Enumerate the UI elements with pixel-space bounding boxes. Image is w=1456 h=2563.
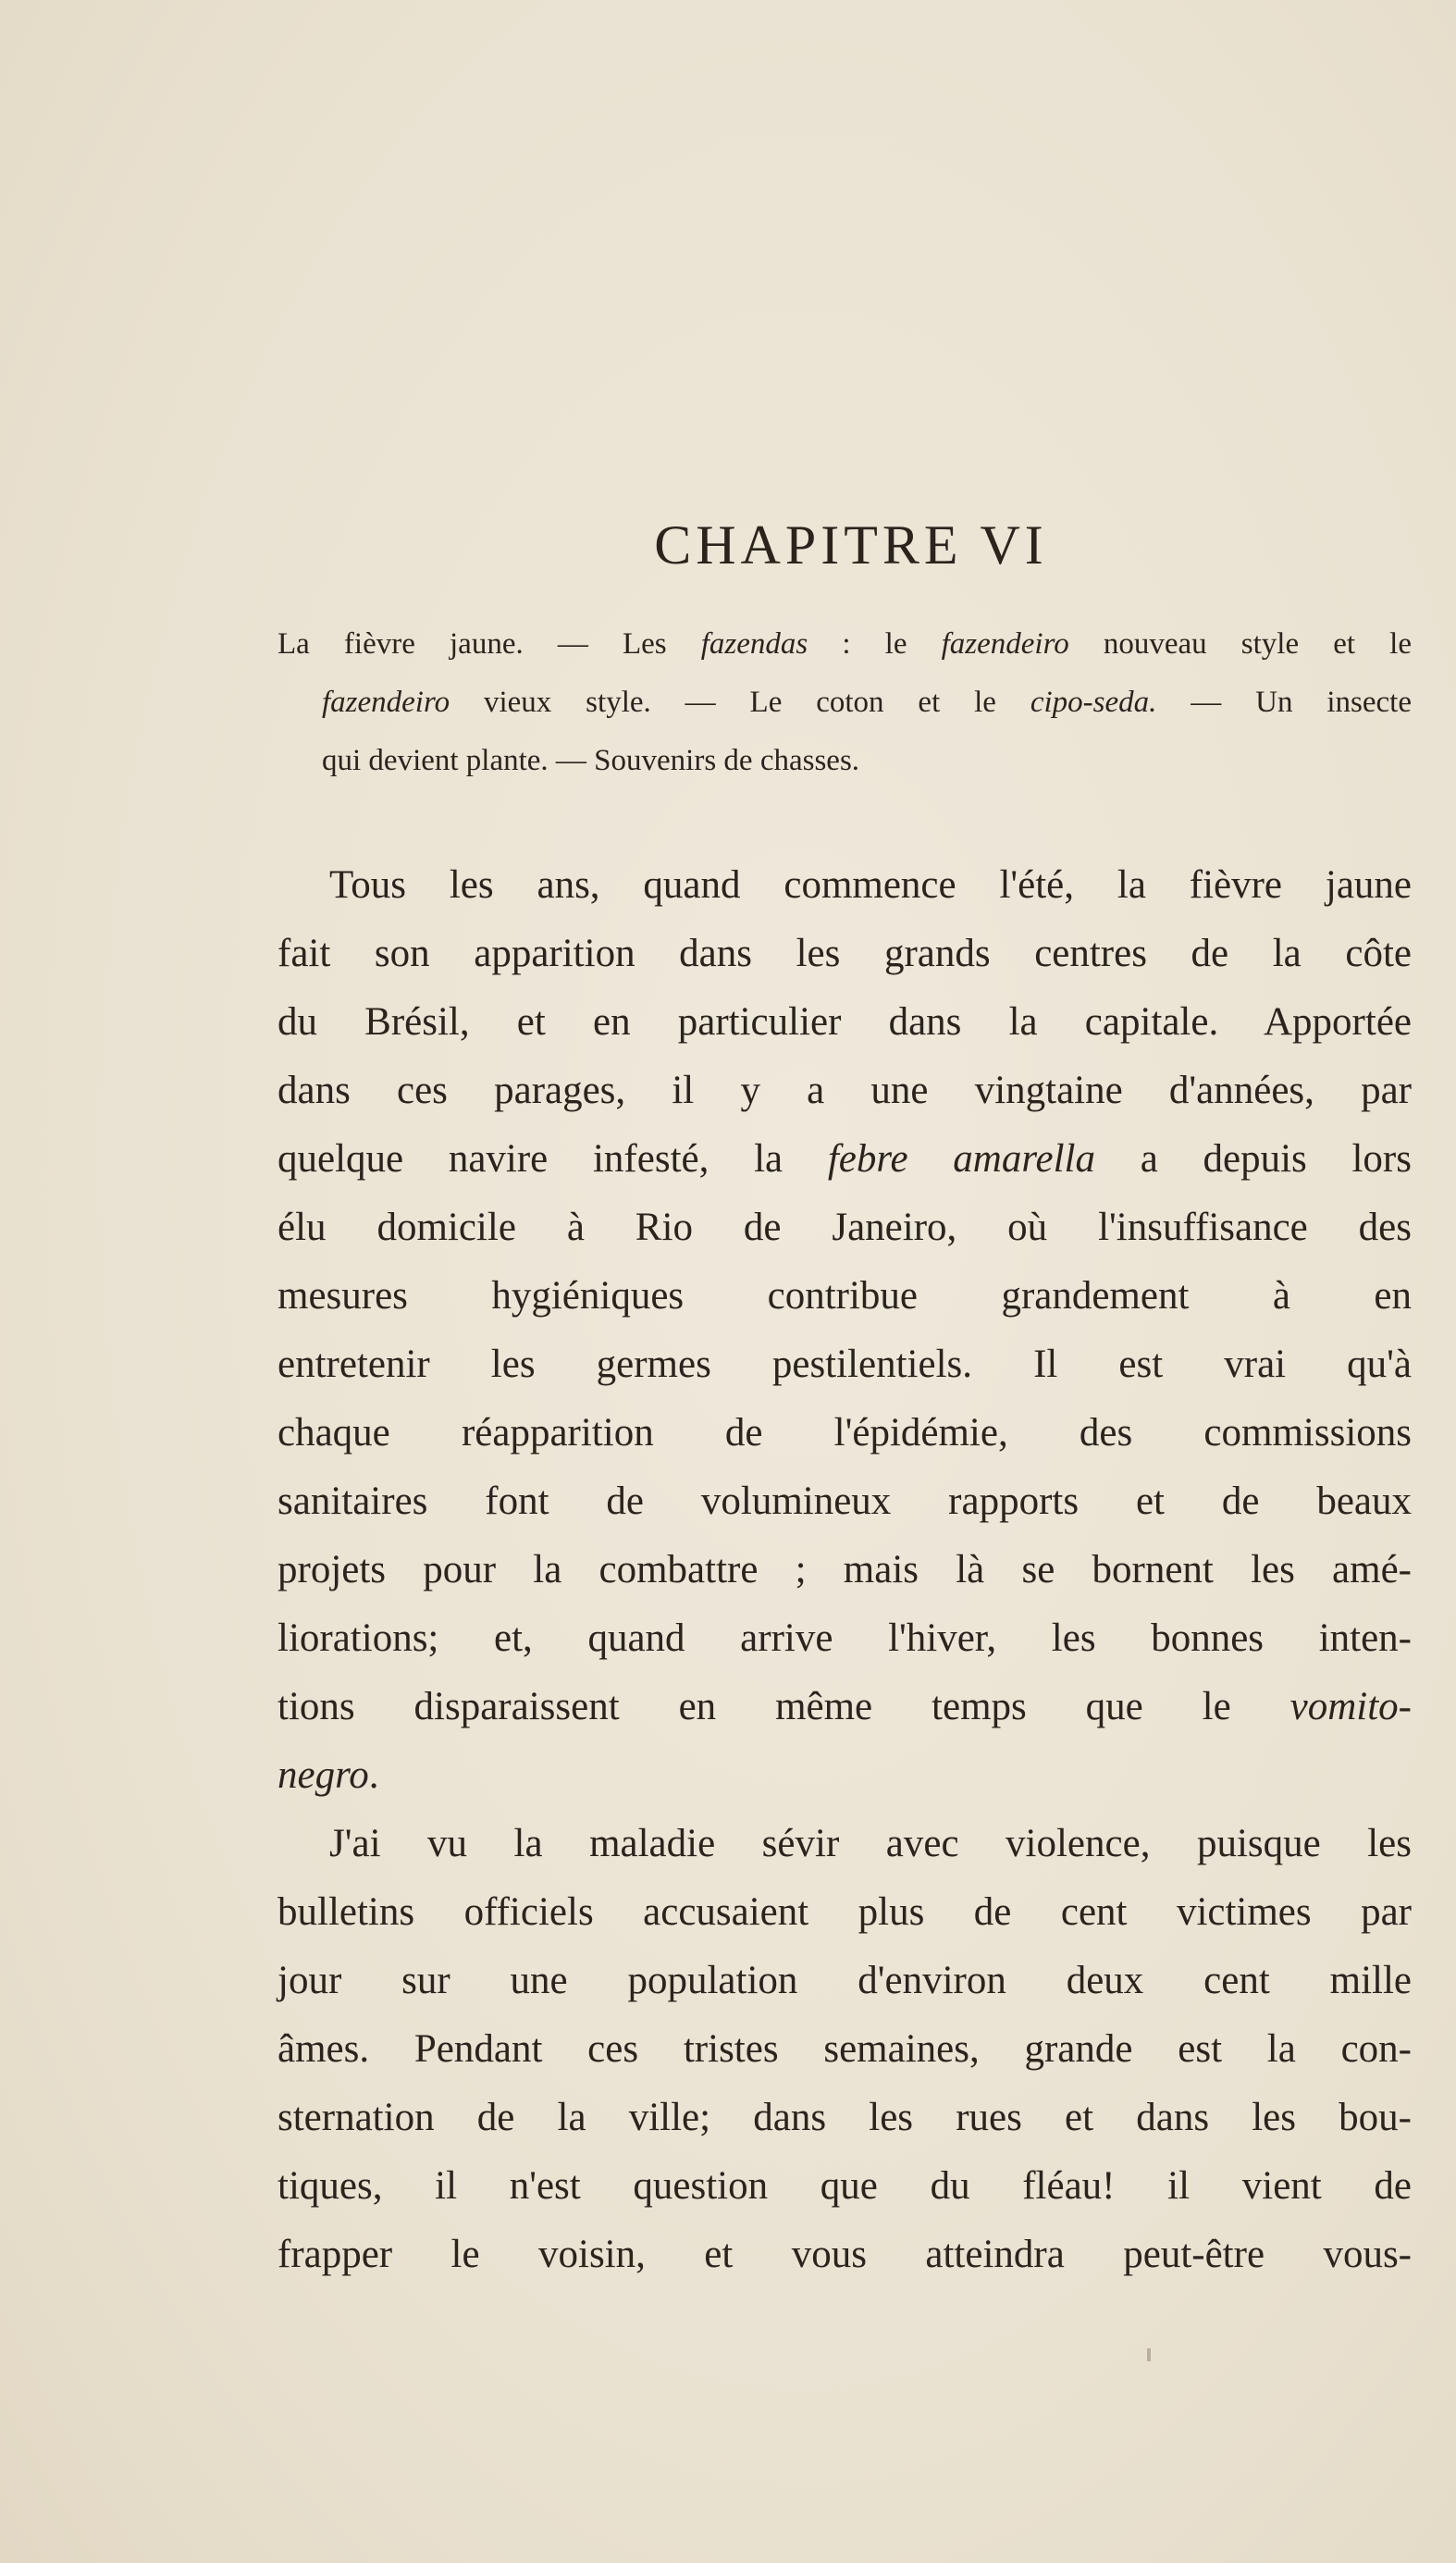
text-line: jour sur une population d'environ deux cent mille (278, 1959, 1412, 2002)
summary-italic: fazendas (700, 627, 808, 661)
summary-text: La fièvre jaune. — Les (278, 627, 701, 661)
italic-term: negro (278, 1753, 369, 1797)
chapter-title: CHAPITRE VI (654, 514, 1048, 576)
text-line: élu domicile à Rio de Janeiro, où l'insuffisance des (278, 1206, 1412, 1249)
chapter-summary (278, 615, 1412, 790)
text-run: quelque navire infesté, la (278, 1137, 828, 1181)
italic-term: febre amarella (827, 1137, 1095, 1181)
summary-line (278, 615, 1412, 674)
text-line: tiques, il n'est question que du fléau! il vient de (278, 2164, 1412, 2208)
text-line: bulletins officiels accusaient plus de cent victimes par (278, 1890, 1412, 1934)
text-line: sanitaires font de volumineux rapports et de beaux (278, 1480, 1412, 1523)
summary-text: : le (808, 627, 942, 661)
summary-text: vieux style. — Le coton et le (450, 686, 1030, 719)
body-paragraphs (278, 851, 1412, 2289)
summary-italic: cipo-seda. (1030, 686, 1157, 719)
summary-line (322, 674, 1412, 732)
summary-text: — Un insecte (1156, 686, 1412, 719)
text-line: dans ces parages, il y a une vingtaine d'années, par (278, 1069, 1412, 1112)
text-line (278, 1741, 1412, 1810)
summary-italic: fazendeiro (322, 686, 450, 719)
italic-term: vomito- (1289, 1685, 1412, 1728)
page-speck (1147, 2348, 1151, 2361)
text-run: tions disparaissent en même temps que le (278, 1685, 1290, 1728)
summary-line (322, 732, 1412, 790)
text-line: âmes. Pendant ces tristes semaines, grande est la con- (278, 2027, 1412, 2071)
text-line: mesures hygiéniques contribue grandement à en (278, 1274, 1412, 1318)
text-run: a depuis lors (1094, 1137, 1412, 1181)
text-line: entretenir les germes pestilentiels. Il est vrai qu'à (278, 1343, 1412, 1386)
text-line: J'ai vu la maladie sévir avec violence, puisque les (329, 1822, 1412, 1865)
text-line (278, 1125, 1412, 1194)
summary-italic: fazendeiro (941, 627, 1069, 661)
text-line: liorations; et, quand arrive l'hiver, les bonnes inten- (278, 1616, 1412, 1660)
text-line: frapper le voisin, et vous atteindra peut-être vous- (278, 2233, 1412, 2276)
text-line: Tous les ans, quand commence l'été, la fièvre jaune (329, 863, 1412, 907)
text-line: chaque réapparition de l'épidémie, des commissions (278, 1411, 1412, 1455)
text-line (278, 1673, 1412, 1741)
text-line: projets pour la combattre ; mais là se bornent les amé- (278, 1548, 1412, 1591)
summary-text: qui devient plante. — Souvenirs de chasses. (322, 744, 860, 777)
text-run: . (368, 1753, 379, 1797)
summary-text: nouveau style et le (1068, 627, 1412, 661)
text-line: sternation de la ville; dans les rues et dans les bou- (278, 2096, 1412, 2139)
text-line: du Brésil, et en particulier dans la capitale. Apportée (278, 1000, 1412, 1044)
text-line: fait son apparition dans les grands centres de la côte (278, 932, 1412, 975)
